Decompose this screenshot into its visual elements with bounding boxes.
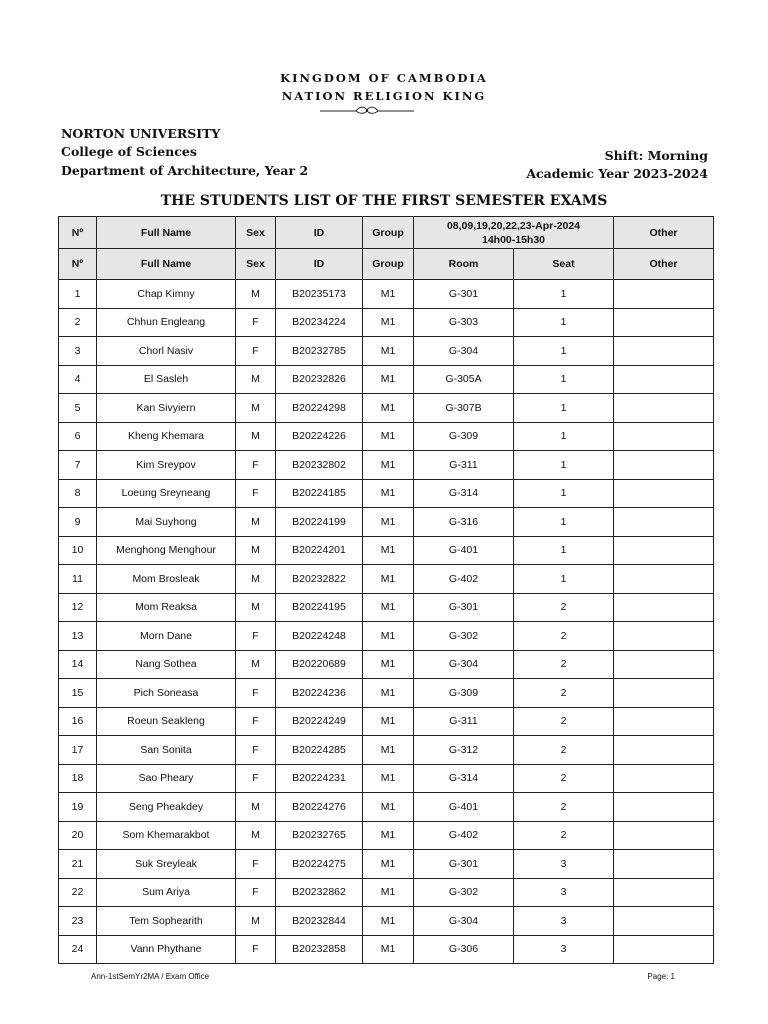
cell-room: G-314: [414, 764, 514, 793]
table-row: [59, 365, 714, 394]
cell-sex: M: [236, 907, 276, 936]
exam-time: 14h00-15h30: [481, 233, 546, 246]
cell-full-name: Vann Phythane: [97, 935, 236, 964]
cell-group: M1: [363, 451, 414, 480]
table-row: [59, 650, 714, 679]
exam-dates: 08,09,19,20,22,23-Apr-2024: [446, 219, 581, 232]
cell-id: B20224285: [276, 736, 363, 765]
cell-no: 14: [59, 650, 97, 679]
cell-full-name: Menghong Menghour: [97, 536, 236, 565]
cell-no: 12: [59, 593, 97, 622]
cell-other: [614, 422, 714, 451]
header-row-columns: [59, 249, 714, 280]
cell-sex: F: [236, 764, 276, 793]
cell-full-name: Seng Pheakdey: [97, 793, 236, 822]
cell-seat: 2: [514, 593, 614, 622]
cell-id: B20232765: [276, 821, 363, 850]
cell-other: [614, 878, 714, 907]
cell-group: M1: [363, 593, 414, 622]
cell-sex: M: [236, 821, 276, 850]
cell-seat: 1: [514, 508, 614, 537]
cell-group: M1: [363, 878, 414, 907]
cell-id: B20224275: [276, 850, 363, 879]
cell-id: B20232844: [276, 907, 363, 936]
col-header-full-name: Full Name: [97, 249, 236, 280]
cell-no: 22: [59, 878, 97, 907]
cell-seat: 1: [514, 365, 614, 394]
cell-sex: F: [236, 622, 276, 651]
cell-other: [614, 337, 714, 366]
col-header-no: Nº: [59, 217, 97, 249]
cell-full-name: Chorl Nasiv: [97, 337, 236, 366]
cell-room: G-401: [414, 536, 514, 565]
cell-other: [614, 308, 714, 337]
cell-sex: F: [236, 736, 276, 765]
cell-room: G-301: [414, 593, 514, 622]
cell-sex: F: [236, 878, 276, 907]
cell-room: G-307B: [414, 394, 514, 423]
cell-seat: 2: [514, 821, 614, 850]
cell-other: [614, 736, 714, 765]
cell-group: M1: [363, 793, 414, 822]
cell-sex: M: [236, 793, 276, 822]
cell-id: B20224195: [276, 593, 363, 622]
cell-sex: F: [236, 479, 276, 508]
cell-other: [614, 935, 714, 964]
cell-seat: 2: [514, 650, 614, 679]
cell-full-name: Kheng Khemara: [97, 422, 236, 451]
cell-seat: 3: [514, 850, 614, 879]
table-row: [59, 508, 714, 537]
cell-group: M1: [363, 935, 414, 964]
cell-room: G-311: [414, 451, 514, 480]
cell-seat: 3: [514, 935, 614, 964]
cell-full-name: Chhun Engleang: [97, 308, 236, 337]
table-row: [59, 565, 714, 594]
cell-seat: 3: [514, 907, 614, 936]
cell-seat: 2: [514, 793, 614, 822]
cell-seat: 1: [514, 280, 614, 309]
cell-full-name: El Sasleh: [97, 365, 236, 394]
cell-room: G-304: [414, 337, 514, 366]
motto-heading: NATION RELIGION KING: [281, 89, 487, 103]
table-row: [59, 422, 714, 451]
cell-other: [614, 622, 714, 651]
cell-seat: 1: [514, 394, 614, 423]
cell-seat: 1: [514, 479, 614, 508]
cell-full-name: Kan Sivyiern: [97, 394, 236, 423]
cell-full-name: Suk Sreyleak: [97, 850, 236, 879]
cell-other: [614, 365, 714, 394]
table-row: [59, 622, 714, 651]
cell-room: G-305A: [414, 365, 514, 394]
cell-sex: F: [236, 451, 276, 480]
cell-room: G-314: [414, 479, 514, 508]
table-row: [59, 451, 714, 480]
shift-label: Shift: Morning: [604, 148, 708, 163]
cell-full-name: Kim Sreypov: [97, 451, 236, 480]
cell-group: M1: [363, 536, 414, 565]
academic-year-label: Academic Year 2023-2024: [526, 166, 708, 181]
cell-full-name: Loeung Sreyneang: [97, 479, 236, 508]
table-row: [59, 878, 714, 907]
cell-room: G-402: [414, 821, 514, 850]
cell-no: 15: [59, 679, 97, 708]
cell-full-name: Som Khemarakbot: [97, 821, 236, 850]
cell-room: G-303: [414, 308, 514, 337]
cell-full-name: Mai Suyhong: [97, 508, 236, 537]
university-name: NORTON UNIVERSITY: [61, 126, 221, 141]
cell-id: B20224236: [276, 679, 363, 708]
cell-sex: M: [236, 565, 276, 594]
cell-group: M1: [363, 821, 414, 850]
cell-id: B20224276: [276, 793, 363, 822]
cell-other: [614, 280, 714, 309]
cell-group: M1: [363, 280, 414, 309]
col-header-exam-dates: [414, 217, 614, 249]
cell-no: 4: [59, 365, 97, 394]
cell-seat: 1: [514, 536, 614, 565]
cell-id: B20224226: [276, 422, 363, 451]
cell-full-name: Tem Sophearith: [97, 907, 236, 936]
cell-id: B20224185: [276, 479, 363, 508]
col-header-group: Group: [363, 249, 414, 280]
cell-no: 8: [59, 479, 97, 508]
cell-room: G-402: [414, 565, 514, 594]
cell-other: [614, 650, 714, 679]
cell-group: M1: [363, 679, 414, 708]
cell-id: B20224248: [276, 622, 363, 651]
table-row: [59, 907, 714, 936]
cell-sex: M: [236, 365, 276, 394]
cell-room: G-304: [414, 907, 514, 936]
table-row: [59, 764, 714, 793]
page-number: Page: 1: [647, 972, 675, 981]
cell-other: [614, 793, 714, 822]
cell-room: G-309: [414, 422, 514, 451]
cell-sex: F: [236, 308, 276, 337]
table-row: [59, 536, 714, 565]
cell-other: [614, 821, 714, 850]
kingdom-heading: KINGDOM OF CAMBODIA: [280, 71, 488, 85]
cell-seat: 2: [514, 736, 614, 765]
cell-seat: 2: [514, 679, 614, 708]
table-row: [59, 337, 714, 366]
cell-room: G-401: [414, 793, 514, 822]
cell-full-name: Sao Pheary: [97, 764, 236, 793]
cell-other: [614, 565, 714, 594]
students-table: [58, 216, 714, 964]
cell-group: M1: [363, 394, 414, 423]
cell-other: [614, 764, 714, 793]
cell-seat: 2: [514, 764, 614, 793]
cell-room: G-309: [414, 679, 514, 708]
cell-full-name: Mom Reaksa: [97, 593, 236, 622]
cell-group: M1: [363, 650, 414, 679]
cell-id: B20232785: [276, 337, 363, 366]
table-row: [59, 935, 714, 964]
cell-sex: M: [236, 593, 276, 622]
cell-id: B20224199: [276, 508, 363, 537]
col-header-id: ID: [276, 249, 363, 280]
cell-no: 6: [59, 422, 97, 451]
cell-seat: 1: [514, 308, 614, 337]
cell-group: M1: [363, 422, 414, 451]
cell-id: B20224231: [276, 764, 363, 793]
cell-no: 18: [59, 764, 97, 793]
cell-sex: M: [236, 536, 276, 565]
cell-sex: M: [236, 280, 276, 309]
cell-sex: F: [236, 679, 276, 708]
cell-other: [614, 850, 714, 879]
footer-reference: Ann-1stSemYr2MA / Exam Office: [91, 972, 210, 981]
cell-room: G-311: [414, 707, 514, 736]
cell-no: 24: [59, 935, 97, 964]
table-row: [59, 850, 714, 879]
cell-id: B20232822: [276, 565, 363, 594]
cell-no: 17: [59, 736, 97, 765]
cell-no: 16: [59, 707, 97, 736]
cell-no: 19: [59, 793, 97, 822]
cell-sex: M: [236, 650, 276, 679]
col-header-other: Other: [614, 217, 714, 249]
cell-room: G-312: [414, 736, 514, 765]
cell-group: M1: [363, 622, 414, 651]
cell-group: M1: [363, 365, 414, 394]
cell-full-name: Roeun Seakleng: [97, 707, 236, 736]
cell-seat: 3: [514, 878, 614, 907]
table-row: [59, 793, 714, 822]
cell-seat: 2: [514, 622, 614, 651]
header-row-dates: [59, 217, 714, 249]
cell-group: M1: [363, 308, 414, 337]
cell-seat: 1: [514, 565, 614, 594]
cell-other: [614, 508, 714, 537]
cell-room: G-306: [414, 935, 514, 964]
cell-room: G-302: [414, 878, 514, 907]
col-header-other: Other: [614, 249, 714, 280]
cell-no: 3: [59, 337, 97, 366]
cell-seat: 1: [514, 422, 614, 451]
cell-sex: M: [236, 422, 276, 451]
cell-group: M1: [363, 479, 414, 508]
cell-no: 23: [59, 907, 97, 936]
cell-sex: F: [236, 850, 276, 879]
col-header-sex: Sex: [236, 217, 276, 249]
cell-full-name: Chap Kimny: [97, 280, 236, 309]
cell-id: B20232826: [276, 365, 363, 394]
cell-no: 20: [59, 821, 97, 850]
table-row: [59, 821, 714, 850]
cell-sex: M: [236, 508, 276, 537]
col-header-full-name: Full Name: [97, 217, 236, 249]
cell-no: 9: [59, 508, 97, 537]
col-header-sex: Sex: [236, 249, 276, 280]
cell-id: B20224201: [276, 536, 363, 565]
cell-group: M1: [363, 565, 414, 594]
cell-no: 21: [59, 850, 97, 879]
document-title: THE STUDENTS LIST OF THE FIRST SEMESTER EXAMS: [160, 193, 608, 209]
col-header-seat: Seat: [514, 249, 614, 280]
cell-full-name: San Sonita: [97, 736, 236, 765]
cell-seat: 2: [514, 707, 614, 736]
cell-id: B20224249: [276, 707, 363, 736]
cell-sex: M: [236, 394, 276, 423]
cell-no: 1: [59, 280, 97, 309]
cell-other: [614, 907, 714, 936]
cell-full-name: Mom Brosleak: [97, 565, 236, 594]
college-name: College of Sciences: [61, 144, 197, 159]
cell-sex: F: [236, 707, 276, 736]
cell-group: M1: [363, 907, 414, 936]
cell-room: G-304: [414, 650, 514, 679]
cell-no: 11: [59, 565, 97, 594]
table-row: [59, 707, 714, 736]
cell-room: G-301: [414, 280, 514, 309]
cell-group: M1: [363, 850, 414, 879]
cell-seat: 1: [514, 451, 614, 480]
cell-other: [614, 536, 714, 565]
col-header-id: ID: [276, 217, 363, 249]
cell-room: G-316: [414, 508, 514, 537]
table-row: [59, 308, 714, 337]
cell-other: [614, 593, 714, 622]
cell-full-name: Morn Dane: [97, 622, 236, 651]
cell-id: B20232858: [276, 935, 363, 964]
cell-sex: F: [236, 935, 276, 964]
cell-sex: F: [236, 337, 276, 366]
col-header-room: Room: [414, 249, 514, 280]
col-header-group: Group: [363, 217, 414, 249]
cell-group: M1: [363, 337, 414, 366]
cell-full-name: Pich Soneasa: [97, 679, 236, 708]
table-body: [59, 280, 714, 964]
cell-room: G-302: [414, 622, 514, 651]
cell-group: M1: [363, 764, 414, 793]
cell-other: [614, 679, 714, 708]
cell-no: 5: [59, 394, 97, 423]
cell-other: [614, 394, 714, 423]
table-row: [59, 593, 714, 622]
cell-id: B20224298: [276, 394, 363, 423]
cell-id: B20235173: [276, 280, 363, 309]
department-name: Department of Architecture, Year 2: [61, 163, 309, 178]
cell-group: M1: [363, 508, 414, 537]
cell-group: M1: [363, 736, 414, 765]
table-row: [59, 679, 714, 708]
cell-no: 10: [59, 536, 97, 565]
cell-other: [614, 479, 714, 508]
cell-id: B20232862: [276, 878, 363, 907]
col-header-no: Nº: [59, 249, 97, 280]
cell-room: G-301: [414, 850, 514, 879]
table-row: [59, 280, 714, 309]
cell-full-name: Sum Ariya: [97, 878, 236, 907]
cell-no: 13: [59, 622, 97, 651]
table-row: [59, 479, 714, 508]
cell-full-name: Nang Sothea: [97, 650, 236, 679]
cell-no: 7: [59, 451, 97, 480]
table-row: [59, 736, 714, 765]
cell-seat: 1: [514, 337, 614, 366]
cell-id: B20220689: [276, 650, 363, 679]
cell-no: 2: [59, 308, 97, 337]
table-row: [59, 394, 714, 423]
cell-id: B20234224: [276, 308, 363, 337]
ornament-divider-icon: [320, 105, 414, 115]
cell-other: [614, 707, 714, 736]
cell-id: B20232802: [276, 451, 363, 480]
cell-group: M1: [363, 707, 414, 736]
cell-other: [614, 451, 714, 480]
